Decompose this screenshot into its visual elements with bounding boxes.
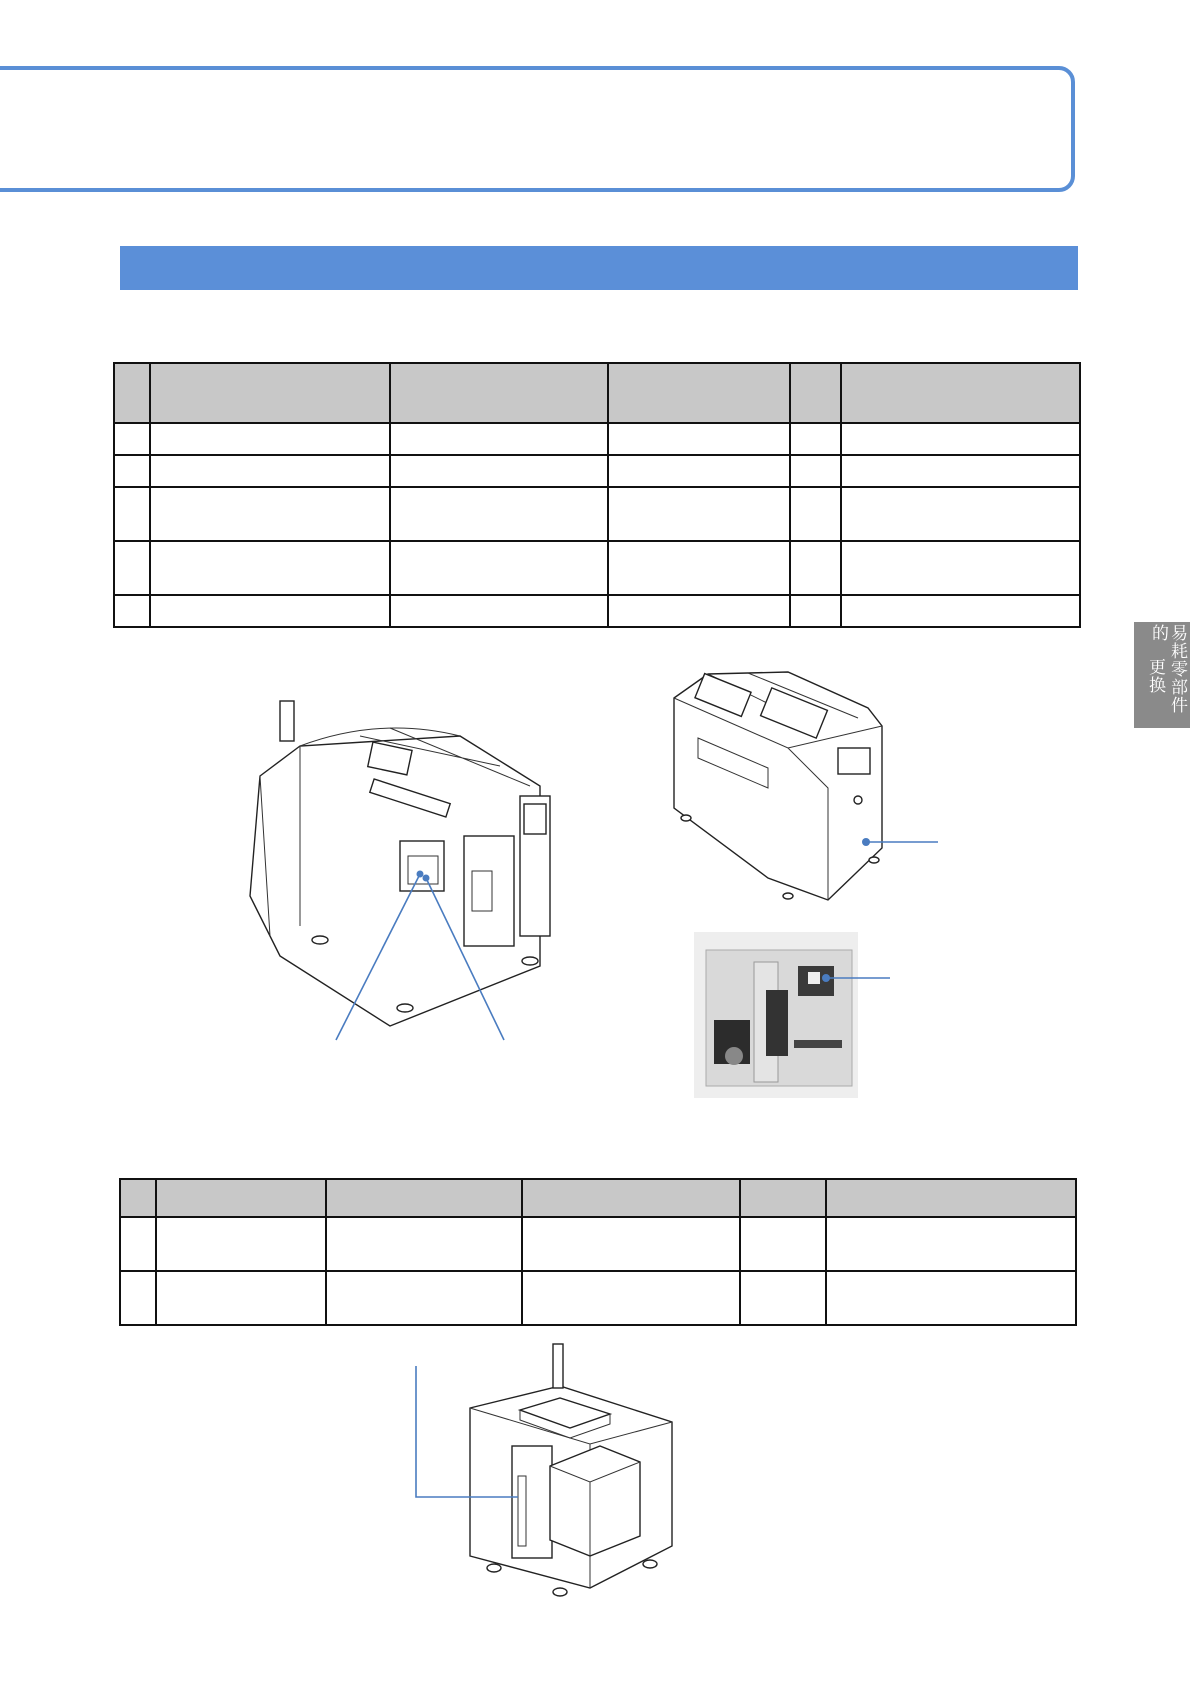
side-tab-line1: 易耗零部件的	[1148, 624, 1187, 714]
header-cell	[150, 363, 390, 423]
section-header-bar	[120, 246, 1078, 290]
table-header-row	[114, 363, 1080, 423]
table-row	[114, 487, 1080, 541]
table-row	[114, 595, 1080, 627]
machine-rear-iso-icon	[410, 1336, 690, 1606]
header-cell	[841, 363, 1080, 423]
side-tab-line2: 更换	[1145, 658, 1165, 694]
table-row	[120, 1217, 1076, 1271]
header-cell	[790, 363, 841, 423]
parts-table-1	[113, 362, 1081, 628]
panel-photo-icon	[694, 932, 894, 1098]
cabinet-iso-icon	[668, 668, 950, 926]
header-cell	[608, 363, 790, 423]
header-cell	[114, 363, 150, 423]
table-row	[120, 1271, 1076, 1325]
table-row	[114, 541, 1080, 595]
machine-front-iso-icon	[240, 696, 570, 1056]
table-header-row	[120, 1179, 1076, 1217]
title-frame	[0, 66, 1075, 192]
table-row	[114, 455, 1080, 487]
table-row	[114, 423, 1080, 455]
header-cell	[390, 363, 608, 423]
chapter-side-tab[interactable]	[1134, 622, 1190, 728]
parts-table-2	[119, 1178, 1077, 1326]
